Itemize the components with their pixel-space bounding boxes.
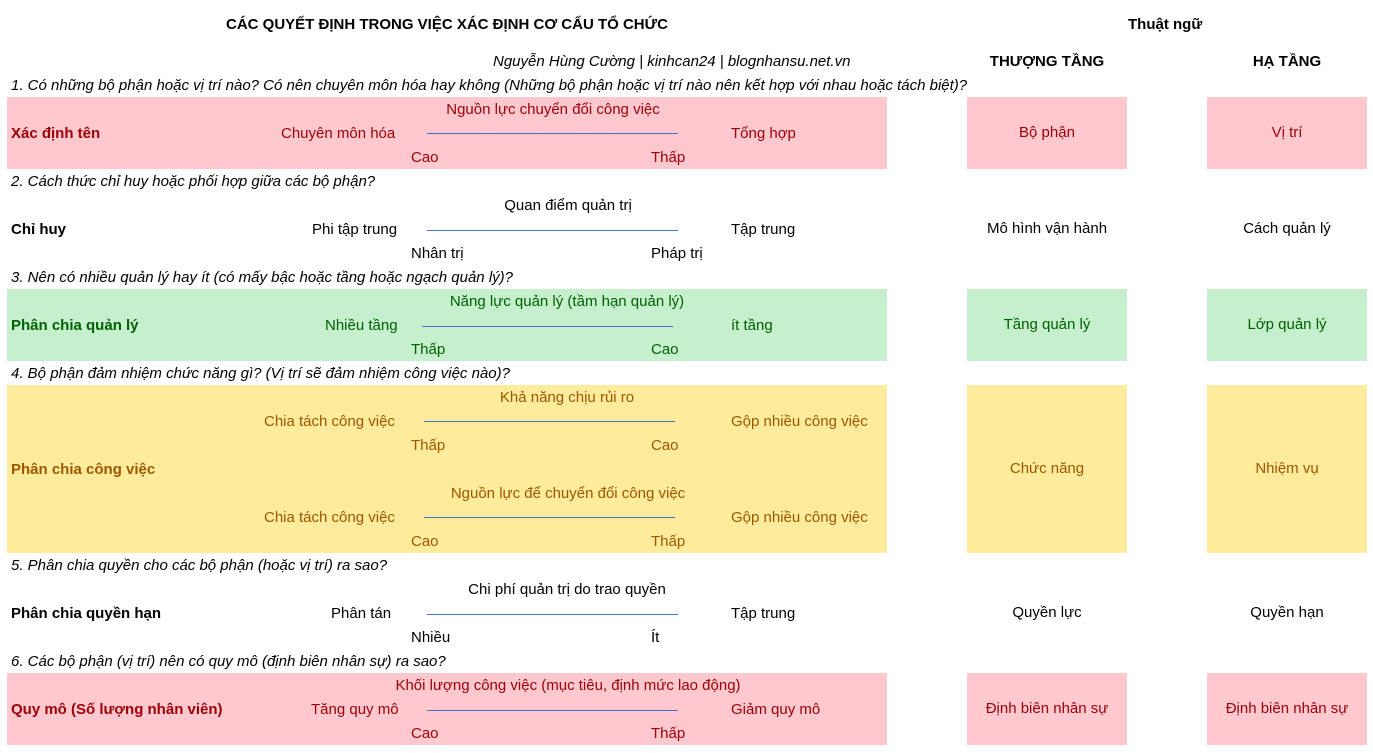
section-5-lower-term: Quyền hạn <box>1250 604 1324 621</box>
section-4-scale-line-2 <box>424 517 675 518</box>
section-2-lower-term: Cách quản lý <box>1243 220 1331 237</box>
section-2-factor: Quan điểm quản trị <box>504 197 632 214</box>
section-5-scale-line <box>427 614 678 615</box>
section-4-factor: Khả năng chịu rủi ro <box>499 389 635 406</box>
section-4-left-option: Chia tách công việc <box>264 413 395 430</box>
question-5: 5. Phân chia quyền cho các bộ phận (hoặc vị trí) ra sao? <box>11 557 388 574</box>
section-1-upper-term: Bộ phận <box>1019 124 1075 141</box>
section-1-label: Xác định tên <box>11 125 101 142</box>
question-3: 3. Nên có nhiều quản lý hay ít (có mấy bậc hoặc tầng hoặc ngạch quản lý)? <box>11 269 513 286</box>
section-1-factor: Nguồn lực chuyển đổi công việc <box>446 101 660 118</box>
section-1-left-option: Chuyên môn hóa <box>281 125 396 142</box>
section-4-lower-term: Nhiệm vụ <box>1255 460 1319 477</box>
section-5-right-option: Tập trung <box>731 605 796 622</box>
section-4-low-value-2: Cao <box>411 533 439 550</box>
section-4-right-option-2: Gộp nhiều công việc <box>731 509 868 526</box>
section-4-low-value: Thấp <box>411 437 446 454</box>
section-4-label: Phân chia công việc <box>11 461 156 478</box>
section-4-left-option-2: Chia tách công việc <box>264 509 395 526</box>
section-5-left-option: Phân tán <box>331 605 392 622</box>
section-4-high-value-2: Thấp <box>651 533 686 550</box>
column-header-upper: THƯỢNG TẦNG <box>989 53 1105 70</box>
section-5-low-value: Nhiều <box>411 629 451 646</box>
section-5-factor: Chi phí quản trị do trao quyền <box>468 581 666 598</box>
section-6-label: Quy mô (Số lượng nhân viên) <box>11 701 223 718</box>
section-2-high-value: Pháp trị <box>651 245 703 262</box>
section-5-high-value: Ít <box>651 629 660 646</box>
section-1-lower-term: Vị trí <box>1271 124 1303 141</box>
section-2-upper-term: Mô hình vận hành <box>986 220 1108 237</box>
section-5-upper-term: Quyền lực <box>1012 604 1082 621</box>
section-4-high-value: Cao <box>651 437 679 454</box>
section-3-low-value: Thấp <box>411 341 446 358</box>
section-3-factor: Năng lực quản lý (tầm hạn quản lý) <box>449 293 685 310</box>
question-1: 1. Có những bộ phận hoặc vị trí nào? Có nên chuyên môn hóa hay không (Những bộ phận hoặc vị trí nào nên kết hợp với nhau hoặc tách biệt)? <box>11 77 968 94</box>
section-4-factor-2: Nguồn lực để chuyển đổi công việc <box>450 485 686 502</box>
section-6-right-option: Giảm quy mô <box>731 701 821 718</box>
section-5-label: Phân chia quyền hạn <box>11 605 162 622</box>
section-1-high-value: Thấp <box>651 149 686 166</box>
section-3-scale-line <box>422 326 673 327</box>
section-6-high-value: Thấp <box>651 725 686 742</box>
section-1-right-option: Tổng hợp <box>731 125 796 142</box>
section-6-low-value: Cao <box>411 725 439 742</box>
question-6: 6. Các bộ phận (vị trí) nên có quy mô (định biên nhân sự) ra sao? <box>11 653 446 670</box>
section-6-lower-term: Định biên nhân sự <box>1225 700 1349 717</box>
section-4-scale-line <box>424 421 675 422</box>
question-2: 2. Cách thức chỉ huy hoặc phối hợp giữa các bộ phận? <box>11 173 376 190</box>
terms-heading: Thuật ngữ <box>1128 16 1203 33</box>
section-2-label: Chỉ huy <box>11 221 66 238</box>
section-1-low-value: Cao <box>411 149 439 166</box>
section-2-left-option: Phi tập trung <box>312 221 398 238</box>
section-3-left-option: Nhiều tầng <box>325 317 398 334</box>
section-3-label: Phân chia quản lý <box>11 317 139 334</box>
section-6-left-option: Tăng quy mô <box>311 701 399 718</box>
section-6-scale-line <box>427 710 678 711</box>
section-2-right-option: Tập trung <box>731 221 796 238</box>
page-title: CÁC QUYẾT ĐỊNH TRONG VIỆC XÁC ĐỊNH CƠ CẤU TỔ CHỨC <box>226 16 668 33</box>
section-2-low-value: Nhân trị <box>411 245 464 262</box>
column-header-lower: HẠ TẦNG <box>1252 53 1322 70</box>
section-3-lower-term: Lớp quản lý <box>1247 316 1327 333</box>
question-4: 4. Bộ phận đảm nhiệm chức năng gì? (Vị trí sẽ đảm nhiệm công việc nào)? <box>11 365 510 382</box>
section-4-right-option: Gộp nhiều công việc <box>731 413 868 430</box>
section-3-high-value: Cao <box>651 341 679 358</box>
section-1-scale-line <box>427 133 678 134</box>
section-4-upper-term: Chức năng <box>1009 460 1085 477</box>
section-3-upper-term: Tầng quản lý <box>1003 316 1091 333</box>
section-6-factor: Khối lượng công việc (mục tiêu, định mức lao động) <box>395 677 741 694</box>
author-credit: Nguyễn Hùng Cường | kinhcan24 | blognhansu.net.vn <box>493 53 851 70</box>
section-2-scale-line <box>427 230 678 231</box>
section-3-right-option: ít tầng <box>731 317 773 334</box>
section-6-upper-term: Định biên nhân sự <box>985 700 1109 717</box>
